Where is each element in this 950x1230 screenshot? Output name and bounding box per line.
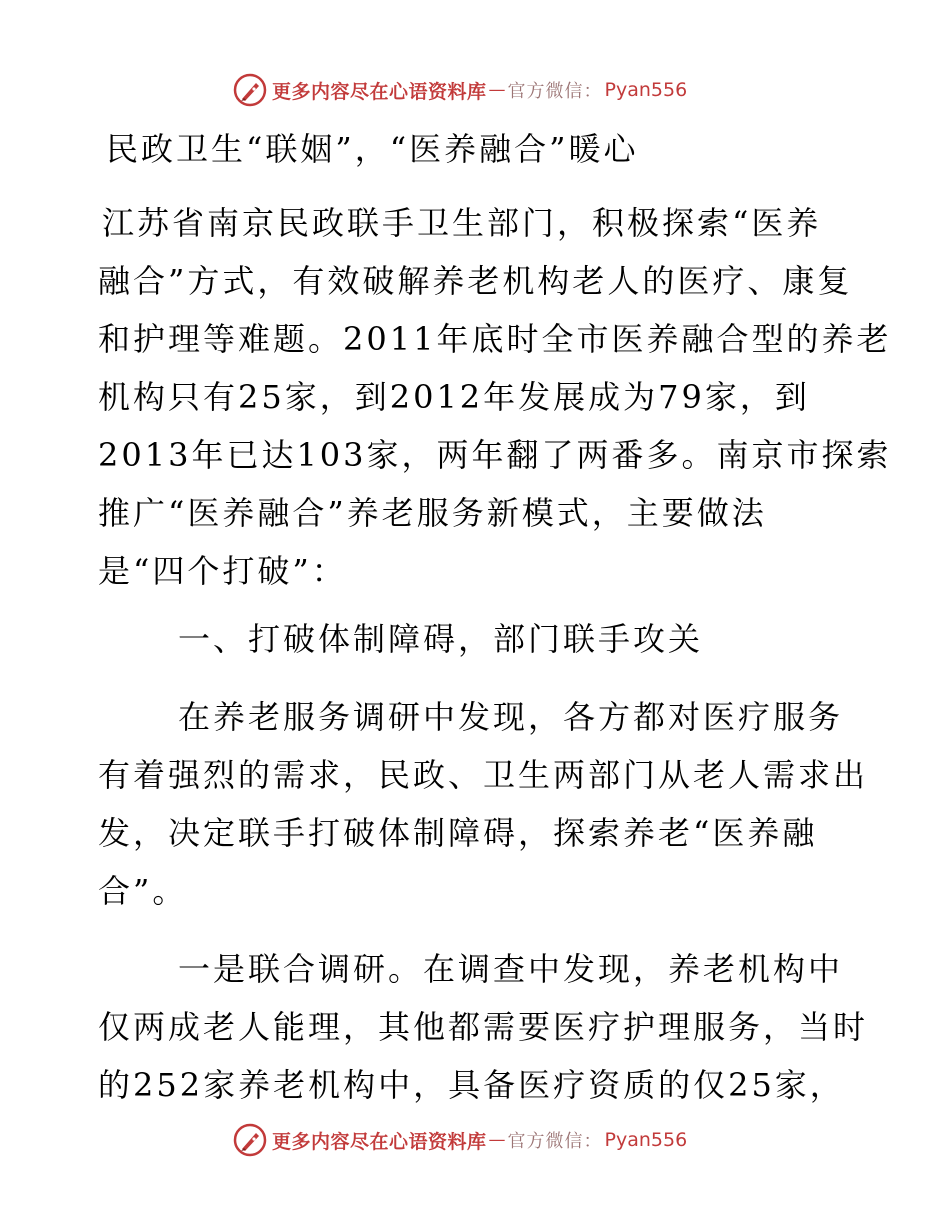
banner-dash: — — [488, 80, 506, 100]
intro-line: 2013年已达103家，两年翻了两番多。南京市探索 — [98, 436, 892, 474]
banner-wechat-id: Pyan556 — [604, 79, 688, 101]
intro-line: 江苏省南京民政联手卫生部门，积极探索“医养 — [102, 204, 822, 242]
section-paragraph — [98, 688, 869, 920]
section-line: 发，决定联手打破体制障碍，探索养老“医养融 — [98, 814, 818, 852]
intro-line: 融合”方式，有效破解养老机构老人的医疗、康复 — [98, 262, 853, 300]
banner-wechat-label: 官方微信： — [507, 1131, 603, 1152]
fountain-pen-logo-icon — [232, 1122, 268, 1158]
banner-main-text: 更多内容尽在心语资料库 — [272, 1130, 487, 1153]
section-line: 在养老服务调研中发现，各方都对医疗服务 — [178, 698, 844, 736]
footer-banner — [232, 1122, 712, 1158]
header-banner — [232, 72, 712, 108]
section-heading: 一、打破体制障碍，部门联手攻关 — [178, 620, 704, 658]
intro-paragraph — [98, 194, 892, 600]
point-paragraph — [98, 940, 869, 1114]
intro-line: 是“四个打破”： — [98, 552, 347, 590]
section-line: 合”。 — [98, 872, 188, 910]
intro-line: 推广“医养融合”养老服务新模式，主要做法 — [98, 494, 767, 532]
point-line: 的252家养老机构中，具备医疗资质的仅25家， — [98, 1066, 845, 1104]
banner-wechat-id: Pyan556 — [604, 1129, 688, 1151]
banner-main-text: 更多内容尽在心语资料库 — [272, 80, 487, 103]
intro-line: 和护理等难题。2011年底时全市医养融合型的养老 — [98, 320, 892, 358]
intro-line: 机构只有25家，到2012年发展成为79家，到 — [98, 378, 810, 416]
banner-wechat-label: 官方微信： — [507, 81, 603, 102]
fountain-pen-logo-icon — [232, 72, 268, 108]
document-title: 民政卫生“联姻”，“医养融合”暖心 — [106, 130, 639, 168]
point-line: 一是联合调研。在调查中发现，养老机构中 — [178, 950, 844, 988]
banner-dash: — — [488, 1130, 506, 1150]
section-line: 有着强烈的需求，民政、卫生两部门从老人需求出 — [98, 756, 869, 794]
point-line: 仅两成老人能理，其他都需要医疗护理服务，当时 — [98, 1008, 869, 1046]
